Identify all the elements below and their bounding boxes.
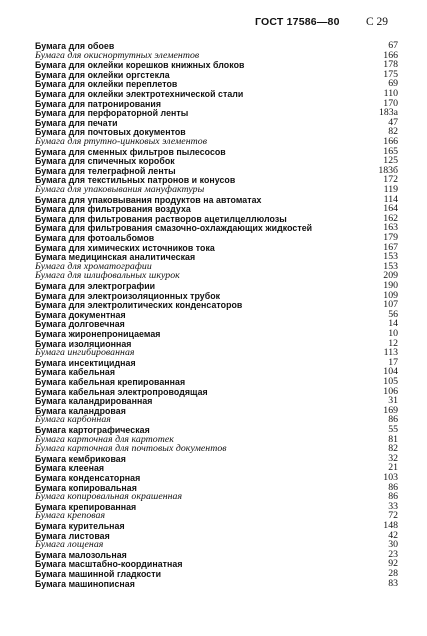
entry-page-number: 170 — [383, 97, 398, 109]
entry-page-number: 82 — [388, 443, 398, 455]
index-entry — [0, 310, 427, 320]
entry-term: Бумага для оклейки корешков книжных блоков — [35, 60, 245, 71]
entry-page-number: 106 — [383, 385, 398, 397]
entry-term: Бумага лощеная — [35, 539, 104, 551]
index-entry — [0, 492, 427, 502]
index-entry — [0, 579, 427, 589]
index-entry — [0, 348, 427, 358]
entry-term: Бумага кабельная крепированная — [35, 377, 186, 387]
entry-page-number: 82 — [388, 126, 398, 138]
entry-term: Бумага для фильтрования растворов ацетилцеллюлозы — [35, 213, 287, 224]
entry-page-number: 162 — [383, 212, 398, 224]
entry-page-number: 21 — [388, 462, 398, 474]
entry-page-number: 33 — [388, 500, 398, 512]
entry-term: Бумага для спичечных коробок — [35, 156, 175, 167]
index-entry — [0, 281, 427, 291]
entry-page-number: 109 — [383, 289, 398, 301]
index-entry — [0, 521, 427, 531]
entry-term: Бумага для текстильных патронов и конусов — [35, 175, 236, 186]
page-number: С 29 — [366, 16, 389, 28]
entry-page-number: 86 — [388, 481, 398, 493]
entry-page-number: 190 — [383, 280, 398, 291]
entry-page-number: 103 — [383, 472, 398, 483]
entry-page-number: 67 — [388, 40, 398, 51]
entry-page-number: 10 — [388, 328, 398, 339]
entry-term: Бумага кембриковая — [35, 453, 126, 464]
entry-term: Бумага для сменных фильтров пылесосов — [35, 146, 226, 157]
entry-page-number: 42 — [388, 529, 398, 541]
index-entry — [0, 60, 427, 70]
entry-term: Бумага для шлифовальных шкурок — [35, 270, 180, 282]
index-entry — [0, 358, 427, 368]
index-entry — [0, 463, 427, 473]
entry-term: Бумага жиронепроницаемая — [35, 329, 161, 339]
entry-term: Бумага для окиснортутных элементов — [35, 49, 200, 61]
index-entry — [0, 415, 427, 425]
entry-page-number: 107 — [383, 299, 398, 311]
entry-term: Бумага медицинская аналитическая — [35, 252, 196, 263]
entry-page-number: 119 — [383, 184, 398, 195]
entry-page-number: 183б — [378, 164, 398, 176]
index-entry — [0, 291, 427, 301]
entry-page-number: 172 — [383, 174, 398, 186]
index-entry — [0, 223, 427, 233]
entry-term: Бумага для электроизоляционных трубок — [35, 290, 221, 301]
entry-page-number: 178 — [383, 59, 398, 71]
entry-page-number: 17 — [388, 356, 398, 368]
entry-term: Бумага для оклейки электротехнической стали — [35, 89, 244, 99]
index-entry — [0, 108, 427, 118]
entry-term: Бумага для телеграфной ленты — [35, 165, 176, 176]
entry-term: Бумага карбонная — [35, 414, 111, 426]
index-entry — [0, 204, 427, 214]
index-entry — [0, 300, 427, 310]
entry-page-number: 104 — [383, 366, 398, 378]
entry-page-number: 12 — [388, 337, 398, 349]
entry-page-number: 30 — [388, 539, 398, 551]
entry-page-number: 105 — [383, 376, 398, 387]
entry-term: Бумага машинной гладкости — [35, 569, 162, 579]
index-entry — [0, 195, 427, 205]
entry-term: Бумага листовая — [35, 530, 110, 541]
entry-term: Бумага кабельная электропроводящая — [35, 386, 208, 397]
entry-page-number: 164 — [383, 203, 398, 215]
entry-page-number: 175 — [383, 68, 398, 80]
entry-page-number: 86 — [388, 491, 398, 503]
index-entry — [0, 233, 427, 243]
index-entry — [0, 367, 427, 377]
index-entry — [0, 550, 427, 560]
standard-designation: ГОСТ 17586—80 — [255, 16, 340, 28]
index-entry — [0, 473, 427, 483]
index-entry — [0, 79, 427, 89]
entry-page-number: 83 — [388, 577, 398, 589]
entry-term: Бумага карточная для картотек — [35, 433, 174, 445]
entry-term: Бумага для печати — [35, 117, 118, 128]
entry-page-number: 183а — [378, 107, 398, 119]
entry-term: Бумага масштабно-координатная — [35, 559, 183, 570]
index-entry — [0, 396, 427, 406]
entry-page-number: 92 — [388, 558, 398, 570]
entry-term: Бумага кабельная — [35, 367, 116, 378]
entry-page-number: 153 — [383, 260, 398, 272]
entry-term: Бумага для оклейки оргстекла — [35, 69, 170, 80]
entry-page-number: 72 — [388, 510, 398, 522]
entry-term: Бумага картографическая — [35, 425, 150, 435]
entry-term: Бумага для перфораторной ленты — [35, 108, 189, 119]
entry-term: Бумага для химических источников тока — [35, 242, 215, 253]
entry-page-number: 55 — [388, 424, 398, 435]
entry-term: Бумага креповая — [35, 510, 106, 522]
entry-term: Бумага карточная для почтовых документов — [35, 443, 227, 455]
entry-term: Бумага для электрографии — [35, 281, 156, 291]
entry-term: Бумага для фотоальбомов — [35, 233, 155, 243]
entry-page-number: 166 — [383, 49, 398, 61]
entry-page-number: 14 — [388, 318, 398, 330]
entry-page-number: 86 — [388, 414, 398, 426]
index-entry — [0, 214, 427, 224]
entry-term: Бумага конденсаторная — [35, 473, 141, 483]
entry-term: Бумага для патронирования — [35, 98, 162, 109]
entry-term: Бумага для почтовых документов — [35, 127, 186, 138]
index-entry — [0, 377, 427, 387]
index-entry — [0, 387, 427, 397]
entry-term: Бумага курительная — [35, 521, 125, 531]
entry-term: Бумага для ртутно-цинковых элементов — [35, 136, 207, 147]
index-entry — [0, 329, 427, 339]
entry-term: Бумага документная — [35, 309, 126, 320]
entry-term: Бумага копировальная окрашенная — [35, 491, 183, 503]
entry-page-number: 167 — [383, 241, 398, 253]
index-entry — [0, 444, 427, 454]
entry-page-number: 28 — [388, 568, 398, 579]
entry-page-number: 47 — [388, 116, 398, 128]
index-entry — [0, 319, 427, 329]
entry-page-number: 209 — [383, 270, 398, 282]
index-entry — [0, 147, 427, 157]
entry-term: Бумага машинописная — [35, 578, 135, 589]
entry-term: Бумага крепированная — [35, 501, 137, 512]
index-entry — [0, 271, 427, 281]
index-entry — [0, 454, 427, 464]
entry-term: Бумага клееная — [35, 463, 105, 474]
entry-term: Бумага для упаковывания мануфактуры — [35, 184, 205, 195]
index-entry — [0, 137, 427, 147]
entry-term: Бумага ингибированная — [35, 347, 135, 359]
entry-term: Бумага изоляционная — [35, 338, 132, 349]
entry-page-number: 23 — [388, 548, 398, 560]
entry-page-number: 125 — [383, 155, 398, 167]
entry-term: Бумага малозольная — [35, 549, 127, 560]
entry-page-number: 163 — [383, 222, 398, 234]
entry-term: Бумага копировальная — [35, 482, 137, 493]
entry-page-number: 153 — [383, 251, 398, 263]
entry-page-number: 166 — [383, 136, 398, 147]
index-entry — [0, 559, 427, 569]
entry-page-number: 113 — [383, 347, 398, 359]
entry-term: Бумага для обоев — [35, 41, 115, 51]
entry-term: Бумага для электролитических конденсаторов — [35, 300, 243, 311]
entry-term: Бумага каландрированная — [35, 396, 153, 407]
index-entry — [0, 89, 427, 99]
entry-page-number: 31 — [388, 395, 398, 407]
index-entry — [0, 511, 427, 521]
entry-page-number: 179 — [383, 232, 398, 243]
entry-term: Бумага для фильтрования смазочно-охлаждающих жидкостей — [35, 223, 313, 234]
entry-page-number: 114 — [383, 193, 398, 205]
index-entry — [0, 156, 427, 166]
index-entry — [0, 540, 427, 550]
entry-page-number: 165 — [383, 145, 398, 157]
entry-page-number: 110 — [383, 88, 398, 99]
entry-page-number: 56 — [388, 308, 398, 320]
index-entry — [0, 51, 427, 61]
entry-term: Бумага для упаковывания продуктов на автоматах — [35, 194, 262, 205]
index-entry — [0, 99, 427, 109]
index-entry — [0, 166, 427, 176]
entry-term: Бумага для оклейки переплетов — [35, 79, 178, 90]
index-entry — [0, 118, 427, 128]
index-entry — [0, 243, 427, 253]
entry-term: Бумага долговечная — [35, 319, 125, 330]
entry-term: Бумага для хроматографии — [35, 260, 152, 272]
index-entry — [0, 185, 427, 195]
entry-term: Бумага каландровая — [35, 405, 126, 416]
entry-page-number: 148 — [383, 520, 398, 531]
index-entry — [0, 569, 427, 579]
page-header — [0, 2, 427, 40]
entry-page-number: 32 — [388, 452, 398, 464]
entry-page-number: 169 — [383, 404, 398, 416]
entry-term: Бумага для фильтрования воздуха — [35, 204, 191, 215]
entry-term: Бумага инсектицидная — [35, 357, 136, 368]
entry-page-number: 69 — [388, 78, 398, 90]
index-entry — [0, 70, 427, 80]
entry-page-number: 81 — [388, 433, 398, 445]
